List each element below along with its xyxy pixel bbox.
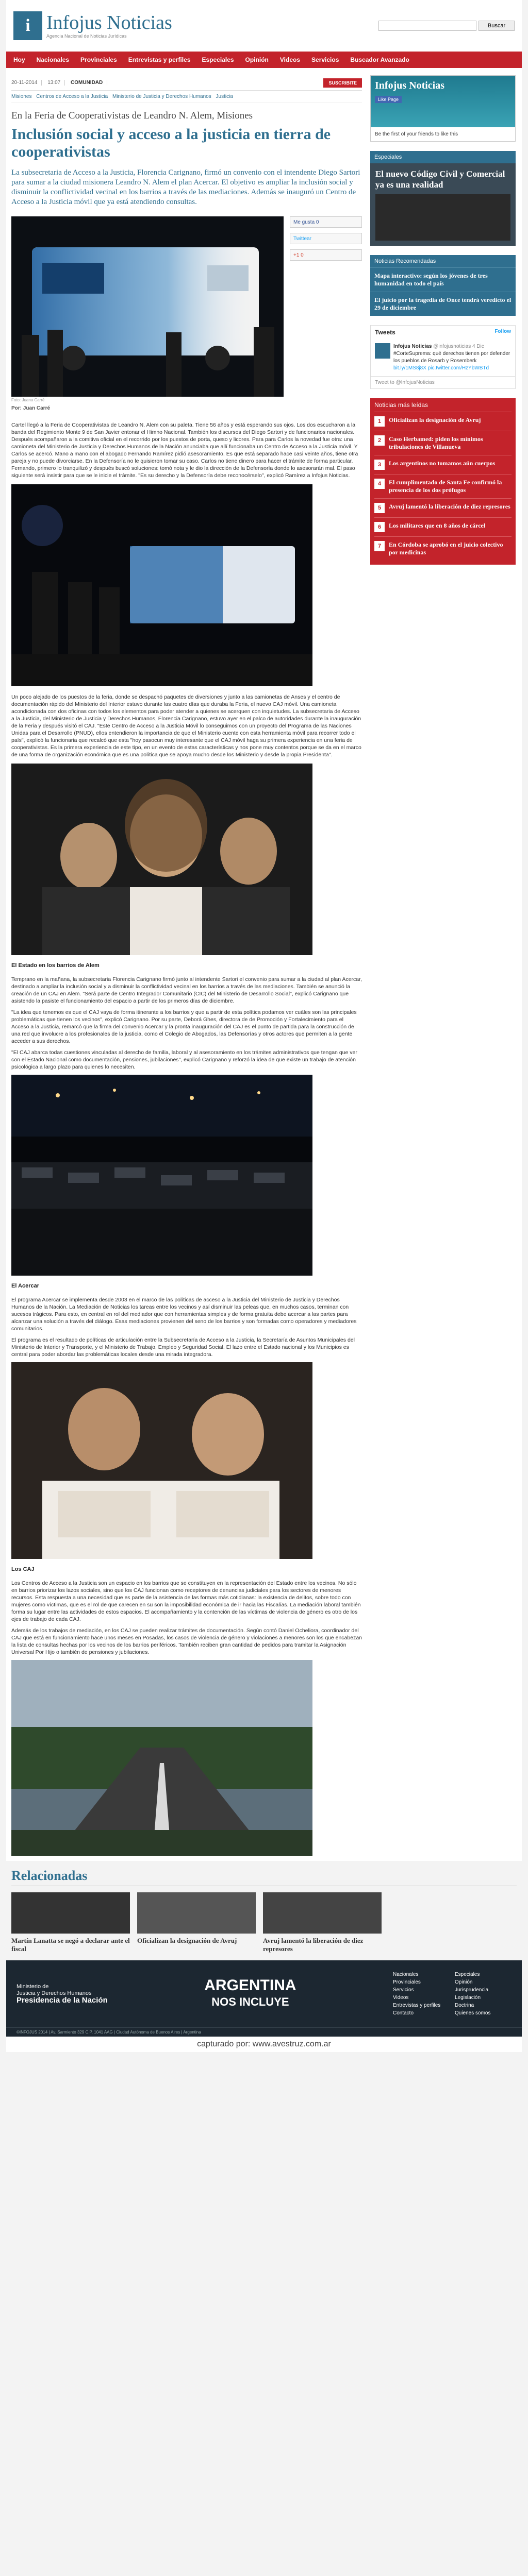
signing-photo-art [11,1362,312,1559]
especiales-heading: Especiales [370,151,516,163]
search-bar [378,21,515,31]
tweet-time: 4 Dic [472,344,484,349]
facebook-cover [371,76,515,127]
related-title: Avruj lamentó la liberación de diez represores [263,1937,364,1953]
tweet-text: #CorteSuprema: qué derechos tienen por defender los pueblos de Rosarb y Rosemberk [393,351,510,364]
recomendada-item[interactable]: Mapa interactivo: según los jóvenes de tres humanidad en todo el país [370,267,516,292]
tweet [371,339,515,376]
paragraph: El programa Acercar se implementa desde 2003 en el marco de las políticas de acceso a la Justicia del Ministerio de Justicia y Derechos Humanos de la Nación. La Mediación de Noticias los tareas entre los vecinos y así disminuir las peleas que, en muchos casos, terminan con sucesos trágicos. Para esto, en central en rol del mediador que con herramientas simples y de forma gratuita debe acercar a las partes para alcanzar una solución a través del diálogo. Esas mediaciones provienen del seno de los barrios y son formadas como operadores y mediadores comunitarios. [11,1297,357,1332]
article-lead: La subsecretaria de Acceso a la Justicia, Florencia Carignano, firmó un convenio con el intendente Diego Sartori para sumar a la ciudad misionera Leandro N. Alem el plan Acercar. El objetivo es ampliar la inclusión social y disminuir la conflictividad vecinal en los barrios a través de las mediaciones. Además se inauguró un Centro de Acceso a la Justicia móvil que ya está atendiendo consultas. [11,168,360,206]
tweet-handle[interactable]: @infojusnoticias [433,344,471,349]
footer-link[interactable]: Opinión [455,1979,473,1985]
breadcrumb-item[interactable]: Ministerio de Justicia y Derechos Humanos [112,94,211,99]
rank-number: 1 [374,416,385,427]
site-header [6,0,522,52]
footer-link[interactable]: Nacionales [393,1972,419,1977]
related-image [137,1892,256,1934]
recomendadas-heading: Noticias Recomendadas [370,255,516,267]
facebook-page-name[interactable]: Infojus Noticias [375,80,445,91]
search-input[interactable] [378,21,476,31]
site-footer [6,1960,522,2027]
subheading-estado: El Estado en los barrios de Alem [11,962,100,969]
road-photo-art [11,1660,312,1856]
footer-link[interactable]: Contacto [393,2010,414,2016]
nav-especiales[interactable]: Especiales [202,56,234,63]
ministry-line-1: Ministerio de [16,1983,49,1990]
list-item-title: El cumplimentado de Santa Fe confirmó la presencia de los dos prófugos [389,479,502,494]
list-item[interactable] [374,474,512,498]
related-card[interactable] [11,1892,130,1953]
mas-leidas-heading: Noticias más leídas [370,398,516,412]
footer-link[interactable]: Videos [393,1995,409,2001]
related-grid [11,1892,517,1953]
subscribe-button[interactable]: SUSCRIBITE [323,78,362,88]
footer-links [393,1972,512,2016]
rank-number: 2 [374,435,385,446]
tweet-link[interactable]: bit.ly/1MS8j8X pic.twitter.com/HzYbWBTd [393,365,489,371]
nav-videos[interactable]: Videos [279,56,301,63]
facebook-like-button[interactable]: Me gusta 0 [290,216,362,228]
list-item[interactable] [374,536,512,561]
hero-photo [11,216,284,397]
related-title: Martín Lanatta se negó a declarar ante el fiscal [11,1937,130,1953]
photo-credit: Foto: Juana Carré [11,398,45,402]
recomendada-item[interactable]: El juicio por la tragedia de Once tendrá veredicto el 29 de diciembre [370,292,516,316]
especial-title: El nuevo Código Civil y Comercial ya es una realidad [375,169,505,190]
article-photo-signing [11,1362,312,1559]
list-item-title: Caso Herbamed: piden los mínimos tribulaciones de Villanueva [389,435,483,450]
photo-byline: Por: Juan Carré [11,405,51,411]
list-item[interactable] [374,431,512,455]
paragraph: Un poco alejado de los puestos de la feria, donde se despachó paquetes de diversiones y junto a las camionetas de Anses y el centro de documentación rápido del Ministerio del Interior estuvo durante las cuatro días que duraba la Feria, el nuevo CAJ móvil. Una camioneta acondicionada con dos oficinas con todos los elementos para poder atender a quienes se acerquen con inquietudes. La subsecretaria de Acceso a la Justicia, del Ministerio de Justicia y Derechos Humanos, Florencia Carignano, estuvo ayer en el palco de autoridades durante la inauguración de la Feria y después visitó el CAJ. "Este Centro de Acceso a la Justicia Móvil lo conseguimos con un proyecto del Programa de las Naciones Unidas para el Desarrollo (PNUD), ellos entendieron la importancia de que el Ministerio cuente con esta herramienta móvil para recorrer todo el país", explicó la funcionaria que recalcó que esta "hoy pasocun muy interesante que el CAJ móvil haga su primera experiencia en una feria de cooperativistas. Es la primera experiencia de este tipo, en un evento de estas características y nos pone muy contentos porque se da en el marco de una forma de organización económica que es una política que se apoya mucho desde los Ministerio y desde la propia Presidenta". [11,694,361,758]
breadcrumb-item[interactable]: Justicia [216,94,233,99]
list-item-title: Avruj lamentó la liberación de diez represores [389,503,510,510]
twitter-widget [370,325,516,389]
article-body-5 [11,1580,362,1656]
subheading-caj: Los CAJ [11,1566,35,1572]
twitter-follow-button[interactable]: Follow [494,329,511,334]
article-title: Inclusión social y acceso a la justicia en tierra de cooperativistas [11,126,331,160]
breadcrumb-item[interactable]: Centros de Acceso a la Justicia [36,94,108,99]
sidebar [370,68,516,1856]
related-image [11,1892,130,1934]
list-item-title: Oficializan la designación de Avruj [389,416,481,423]
site-wrapper [6,0,522,2052]
share-panel [290,216,362,397]
list-item[interactable] [374,412,512,431]
rank-number: 5 [374,503,385,513]
especial-featured[interactable] [370,163,516,246]
nav-provinciales[interactable]: Provinciales [80,56,117,63]
related-section [6,1861,522,1960]
list-item[interactable] [374,517,512,536]
article-photo-officials [11,764,312,955]
argentina-text: ARGENTINA [204,1977,296,1994]
article-photo-crowd [11,1075,312,1276]
related-heading: Relacionadas [11,1868,517,1886]
footer-link[interactable]: Quienes somos [455,2010,491,2016]
article-body [11,421,362,479]
paragraph: Temprano en la mañana, la subsecretaria Florencia Carignano firmó junto al intendente Sartori el convenio para sumar a la ciudad al plan Acercar, destinado a ampliar la inclusión social y a disminuir la conflictividad vecinal en los barrios a través de las mediaciones. También se anunció la creación de un CAJ en Alem. "Será parte de Centro Integrador Comunitario (CIC) del Ministerio de Desarrollo Social", explicó Carignano que asistendo la pasiste el funcionamiento del espacio a partir de los primeros días de diciembre. [11,976,362,1004]
nav-buscador-avanzado[interactable]: Buscador Avanzado [350,56,409,63]
google-plus-button[interactable]: +1 0 [290,249,362,261]
rank-number: 4 [374,479,385,489]
breadcrumb [11,91,362,103]
footer-link[interactable]: Servicios [393,1987,414,1993]
list-item[interactable] [374,498,512,517]
nav-opinion[interactable]: Opinión [245,56,269,63]
tweets-title: Tweets [375,329,395,336]
list-item-title: Los militares que en 8 años de cárcel [389,522,486,529]
hero-photo-art [11,216,284,397]
logo-name: Infojus Noticias [46,12,172,33]
nav-nacionales[interactable]: Nacionales [36,56,70,63]
nav-entrevistas[interactable]: Entrevistas y perfiles [128,56,191,63]
breadcrumb-item[interactable]: Misiones [11,94,32,99]
tweets-header [371,326,515,339]
footer-link[interactable]: Jurisprudencia [455,1987,489,1993]
paragraph: Cartel llegó a la Feria de Cooperativistas de Leandro N. Alem con su paleta. Tiene 56 años y está esperando sus ojos. Los dos escucharon a la banda del Regimiento Monte 9 de San Javier entonar el Himno Nacional. También los discursos del Diego Sartori y de funcionarios nacionales. Después acompañaron a la comitiva oficial en el recorrido por los puestos de porta, queso y licores. Para para Carlos la novedad fue otra: una camioneta del Ministerio de Justicia y Derechos Humanos de la Nación anunciaba que allí funcionaba un Centro de Acceso a la Justicia móvil. Y Carlos se acercó. Mano a mano con el abogado Fernando Ramírez pidió asesoramiento. Es que está separado hace casi veinte años, tiene otra pareja y no puede divorciarse. En la Defensoría no le quisieron tomar su caso. Carlos no tiene dinero para hacer el trámite de forma particular. Fernando, primero lo tranquilizó y después buscó soluciones: tomó nota y le dio la dirección de la Defensoría donde lo asesorarán mal. El paso siguiente será insistir para que se le inicie el trámite. "Es su derecho y la Defensoría debe reconocérselo", explicó Ramírez a Infojus Noticias. [11,422,358,479]
article-column [11,68,362,1856]
related-image [263,1892,382,1934]
footer-link[interactable]: Provinciales [393,1979,421,1985]
article-section[interactable]: COMUNIDAD [71,80,107,86]
facebook-footer-text: Be the first of your friends to like this [375,131,458,137]
argentina-logo [204,1977,296,2010]
mas-leidas-list [370,412,516,565]
subheading-acercar: El Acercar [11,1283,40,1289]
paragraph: Los Centros de Acceso a la Justicia son un espacio en los barrios que se constituyen en la representación del Estado entre los vecinos. No sólo en barrios priorizar los lazos sociales, sino que los CAJ funcionan como receptores de denuncias judiciales para los sectores de menores recursos. Esta respuesta a una necesidad que es parte de la asistencia de las formas más cotidianas: la existencia de delitos, sobre todo con mujeres como víctimas, que es el rol de que carecen en su son la imposibilidad económica de ir hacia las Fiscalías. La mediación laboral también forma su lugar entre las actividades de estos espacios. El acompañamiento y la contención de las víctimas de violencia de género es otro de los ejes de trabajo de cada CAJ. [11,1580,361,1622]
main-nav [6,52,522,68]
nav-servicios[interactable]: Servicios [311,56,339,63]
officials-photo-art [11,764,312,955]
list-item[interactable] [374,455,512,474]
footer-link[interactable]: Legislación [455,1995,481,2001]
list-item-title: Los argentinos no tomamos aún cuerpos [389,460,496,467]
article-photo-road [11,1660,312,1856]
nav-hoy[interactable]: Hoy [13,56,25,63]
crowd-photo-art [11,1075,312,1276]
footer-link[interactable]: Entrevistas y perfiles [393,2003,441,2008]
presidency-label: Presidencia de la Nación [16,1995,108,2005]
article-kicker: En la Feria de Cooperativistas de Leandro N. Alem, Misiones [11,110,253,121]
footer-legal: ©INFOJUS 2014 | Av. Sarmiento 329 C.P. 1041 AAG | Ciudad Autónoma de Buenos Aires | Argentina [6,2027,522,2037]
paragraph: El programa es el resultado de políticas de articulación entre la Subsecretaría de Acceso a la Justicia, la Secretaría de Asuntos Municipales del Ministerio de Interior y Transporte, y el Ministerio de Trabajo, Empleo y Seguridad Social. El lazo entre el Estado nacional y los Municipios es central para poder abordar las problemáticas locales desde una mirada integradora. [11,1337,355,1358]
rank-number: 7 [374,541,385,551]
search-button[interactable]: Buscar [478,21,515,31]
article-body-4 [11,1296,362,1358]
ministry-line-2: Justicia y Derechos Humanos [16,1990,92,1996]
footer-link[interactable]: Doctrina [455,2003,474,2008]
logo-mark: i [13,11,42,40]
facebook-like-page-button[interactable]: Like Page [375,96,402,103]
content-area [6,68,522,1856]
facebook-widget [370,75,516,142]
paragraph: "El CAJ abarca todas cuestiones vinculadas al derecho de familia, laboral y al asesoramiento en los trámites administrativos que tengan que ver con el Estado Nacional como documentación, pensiones, jubilaciones", explicó Carignano y reforzó la idea de que existe un trabajo de atención psicológica a largo plazo para quienes lo necesiten. [11,1049,357,1070]
article-body-2 [11,693,362,758]
related-card[interactable] [263,1892,382,1953]
article-date: 20-11-2014 [11,80,42,86]
especial-image [375,194,510,241]
capture-credit: capturado por: www.avestruz.com.ar [6,2037,522,2052]
nos-incluye-text: NOS INCLUYE [211,1995,289,2008]
logo-subtitle: Agencia Nacional de Noticias Jurídicas [46,33,127,39]
rank-number: 3 [374,460,385,470]
night-photo-art [11,484,312,686]
article-time: 13:07 [47,80,65,86]
ministry-logo[interactable] [16,1984,108,2005]
hero-row [11,216,362,397]
paragraph: Además de los trabajos de mediación, en los CAJ se pueden realizar trámites de documentación. Según contó Daniel Ocheliora, coordinador del CAJ que está en funcionamiento hace unos meses en Posadas, los casos de violencia de género y violaciones a menores son los que encabezan la lista de consultas hechas por los vecinos de los barrios periféricos. También reciben gran cantidad de pedidos para tramitar la Asignación Universal Por Hijo o también de pensiones y jubilaciones. [11,1628,362,1655]
article-body-3 [11,976,362,1071]
article-photo-night [11,484,312,686]
tweet-user[interactable]: Infojus Noticias [393,344,432,349]
rank-number: 6 [374,522,385,532]
tweet-to-link[interactable]: Tweet to @InfojusNoticias [371,376,515,388]
paragraph: "La idea que tenemos es que el CAJ vaya de forma itinerante a los barrios y que a partir de esta política podamos ver cuáles son las principales problemáticas que tienen los vecinos", explicó Carignano. Por su parte, Deborá Ghes, directora de de Promoción y Fortalecimiento para el Acceso a la Justicia, remarcó que la firma del convenio Acercar y la pronta inauguración del CAJ es el punto de partida para la construcción de una red que involucre a los profesionales de la justicia, como el Colegio de Abogados, las Defensorías y otros actores que permiten a la gente acceder a sus derechos. [11,1009,357,1044]
list-item-title: En Córdoba se aprobó en el juicio colectivo por medicinas [389,541,503,556]
footer-link[interactable]: Especiales [455,1972,480,1977]
article-toolbar [11,75,362,91]
twitter-share-button[interactable]: Twittear [290,233,362,244]
site-logo[interactable] [13,11,172,40]
avatar [375,343,390,359]
related-title: Oficializan la designación de Avruj [137,1937,237,1944]
related-card[interactable] [137,1892,256,1953]
